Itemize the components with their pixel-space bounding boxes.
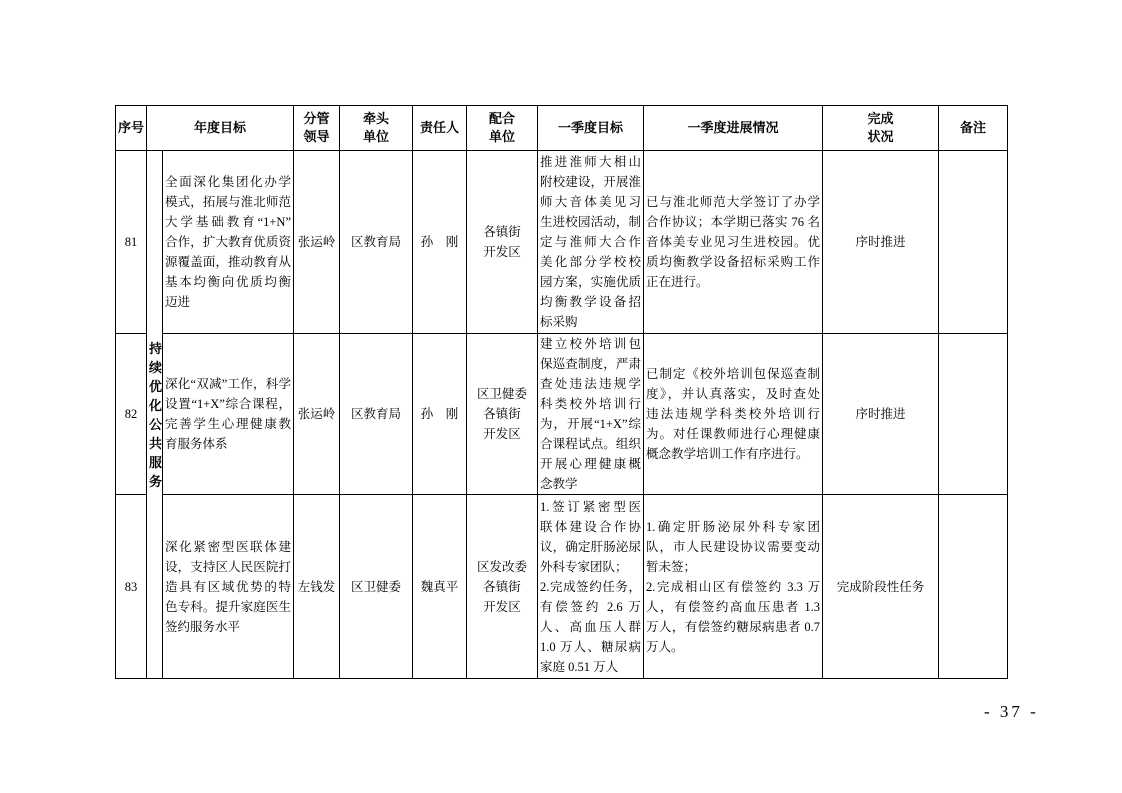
q1-goal-line: 保巡查制度，严肃 [540,357,642,371]
coop-unit-text [469,557,535,617]
annual-goal-line: 大学基础教育“1+N” [165,215,292,229]
header-lead-unit-line: 牵头 [363,111,390,126]
coop-unit-line: 各镇街 [483,225,521,239]
remarks-cell [939,334,1008,495]
coop-unit-cell [467,495,538,679]
remarks-cell [939,151,1008,334]
seq-cell: 83 [116,495,147,679]
q1-goal-line: 2.完成签约任务， [540,579,642,594]
header-q1-goal: 一季度目标 [538,106,644,151]
responsible-cell: 孙 刚 [413,151,467,334]
annual-goal-line: 源覆盖面，推动教育从 [165,255,292,269]
category-cell [147,151,163,679]
annual-goal-line: 模式，拓展与淮北师范 [165,195,292,209]
coop-unit-line: 开发区 [483,427,521,441]
q1-goal-line: 生进校园活动，制 [540,215,642,229]
q1-goal-line: 园方案，实施优质 [540,275,642,289]
q1-goal-line: 外科专家团队； [540,559,628,574]
annual-goal-line: 造具有区域优势的特 [165,579,292,594]
status-cell: 序时推进 [823,334,939,495]
header-remarks: 备注 [939,106,1008,151]
lead-unit-cell: 区卫健委 [340,495,413,679]
q1-progress-line: 正在进行。 [646,275,709,289]
header-lead-unit [340,106,413,151]
q1-goal-line: 家庭 0.51 万人 [540,659,619,674]
q1-progress-line: 质均衡教学设备招标采购工作 [646,255,821,269]
q1-goal-line: 建立校外培训包 [540,337,642,351]
q1-progress-line: 万人。 [646,639,684,654]
annual-goal-line: 迈进 [165,295,191,309]
q1-goal-line: 查处违法违规学 [540,377,642,391]
header-status-line: 完成 [867,111,894,126]
responsible-cell: 魏真平 [413,495,467,679]
header-lead-unit-text [342,110,410,146]
leader-cell: 张运岭 [294,151,340,334]
q1-goal-line: 1.签订紧密型医 [540,499,642,514]
header-coop-unit-line: 配合 [489,111,516,126]
q1-progress-line: 为。对任课教师进行心理健康 [646,427,821,441]
q1-goal-line: 推进淮师大相山 [540,155,642,169]
q1-progress-text [646,517,820,657]
q1-progress-cell [644,151,823,334]
q1-progress-line: 队，市人民建设协议需要变动 [646,539,821,554]
coop-unit-line: 区发改委 [477,559,528,574]
status-cell: 完成阶段性任务 [823,495,939,679]
annual-goal-line: 深化紧密型医联体建 [165,539,292,554]
q1-progress-line: 合作协议；本学期已落实 76 名 [646,215,821,229]
q1-goal-line: 开展心理健康概 [540,457,642,471]
header-coop-unit-text [469,110,535,146]
q1-goal-cell [538,151,644,334]
coop-unit-line: 开发区 [483,245,521,259]
seq-cell: 81 [116,151,147,334]
q1-goal-line: 均衡教学设备招 [540,295,642,309]
header-leader-text [296,110,337,146]
category-label: 持续优化公共服务 [149,340,163,489]
header-status [823,106,939,151]
coop-unit-line: 各镇街 [483,407,521,421]
annual-goal-cell [163,334,294,495]
annual-goal-line: 设置“1+X”综合课程， [165,397,292,411]
q1-progress-cell [644,495,823,679]
table-row [116,334,1008,495]
header-annual-goal: 年度目标 [147,106,294,151]
q1-goal-line: 有偿签约 2.6 万 [540,599,642,614]
q1-progress-line: 度》，并认真落实，及时查处 [646,387,821,401]
q1-progress-line: 已与淮北师范大学签订了办学 [646,195,821,209]
table-row [116,495,1008,679]
q1-goal-line: 人、高血压人群 [540,619,642,634]
q1-progress-line: 万人，有偿签约糖尿病患者 0.7 [646,619,821,634]
header-seq: 序号 [116,106,147,151]
annual-goal-line: 设，支持区人民医院打 [165,559,292,574]
q1-goal-line: 合课程试点。组织 [540,437,642,451]
work-plan-table [115,105,1008,679]
leader-cell: 左钱发 [294,495,340,679]
q1-goal-line: 定与淮师大合作 [540,235,642,249]
coop-unit-text [469,384,535,444]
header-lead-unit-line: 单位 [363,129,390,144]
q1-goal-text [540,497,641,677]
lead-unit-cell: 区教育局 [340,334,413,495]
q1-goal-line: 为，开展“1+X”综 [540,417,642,431]
leader-cell: 张运岭 [294,334,340,495]
annual-goal-line: 全面深化集团化办学 [165,175,292,189]
q1-goal-cell [538,334,644,495]
q1-progress-line: 已制定《校外培训包保巡查制 [646,367,821,381]
status-cell: 序时推进 [823,151,939,334]
responsible-cell: 孙 刚 [413,334,467,495]
q1-progress-line: 音体美专业见习生进校园。优 [646,235,821,249]
annual-goal-text [165,172,291,312]
coop-unit-cell [467,334,538,495]
annual-goal-line: 基本均衡向优质均衡 [165,275,292,289]
q1-goal-line: 念教学 [540,477,578,491]
header-status-text [825,110,936,146]
q1-goal-line: 标采购 [540,315,578,329]
annual-goal-line: 育服务体系 [165,437,228,451]
coop-unit-line: 区卫健委 [477,387,528,401]
q1-progress-text [646,364,820,464]
page-number: - 37 - [984,702,1039,721]
q1-goal-line: 美化部分学校校 [540,255,642,269]
coop-unit-text [469,222,535,262]
header-q1-progress: 一季度进展情况 [644,106,823,151]
coop-unit-cell [467,151,538,334]
q1-goal-text [540,152,641,332]
q1-goal-line: 议，确定肝肠泌尿 [540,539,642,554]
table-row [116,151,1008,334]
q1-progress-line: 1.确定肝肠泌尿外科专家团 [646,519,821,534]
annual-goal-cell [163,495,294,679]
header-leader-line: 领导 [303,129,330,144]
annual-goal-line: 深化“双减”工作，科学 [165,377,292,391]
q1-progress-text [646,192,820,292]
annual-goal-text [165,374,291,454]
header-coop-unit-line: 单位 [489,129,516,144]
annual-goal-line: 合作，扩大教育优质资 [165,235,292,249]
header-responsible: 责任人 [413,106,467,151]
remarks-cell [939,495,1008,679]
q1-goal-line: 师大音体美见习 [540,195,642,209]
q1-progress-line: 人，有偿签约高血压患者 1.3 [646,599,821,614]
annual-goal-line: 完善学生心理健康教 [165,417,292,431]
q1-goal-line: 科类校外培训行 [540,397,642,411]
q1-goal-text [540,334,641,494]
q1-progress-cell [644,334,823,495]
q1-goal-line: 附校建设，开展淮 [540,175,642,189]
q1-progress-line: 违法违规学科类校外培训行 [646,407,821,421]
q1-goal-cell [538,495,644,679]
annual-goal-text [165,537,291,637]
annual-goal-line: 色专科。提升家庭医生 [165,599,292,614]
coop-unit-line: 开发区 [483,599,521,614]
header-status-line: 状况 [867,129,894,144]
annual-goal-line: 签约服务水平 [165,619,241,634]
q1-progress-line: 2.完成相山区有偿签约 3.3 万 [646,579,821,594]
annual-goal-cell [163,151,294,334]
seq-cell: 82 [116,334,147,495]
q1-goal-line: 联体建设合作协 [540,519,642,534]
q1-goal-line: 1.0 万人、糖尿病 [540,639,642,654]
header-leader [294,106,340,151]
q1-progress-line: 暂未签； [646,559,697,574]
lead-unit-cell: 区教育局 [340,151,413,334]
header-row [116,106,1008,151]
header-coop-unit [467,106,538,151]
coop-unit-line: 各镇街 [483,579,521,594]
q1-progress-line: 概念教学培训工作有序进行。 [646,447,809,461]
header-leader-line: 分管 [303,111,330,126]
